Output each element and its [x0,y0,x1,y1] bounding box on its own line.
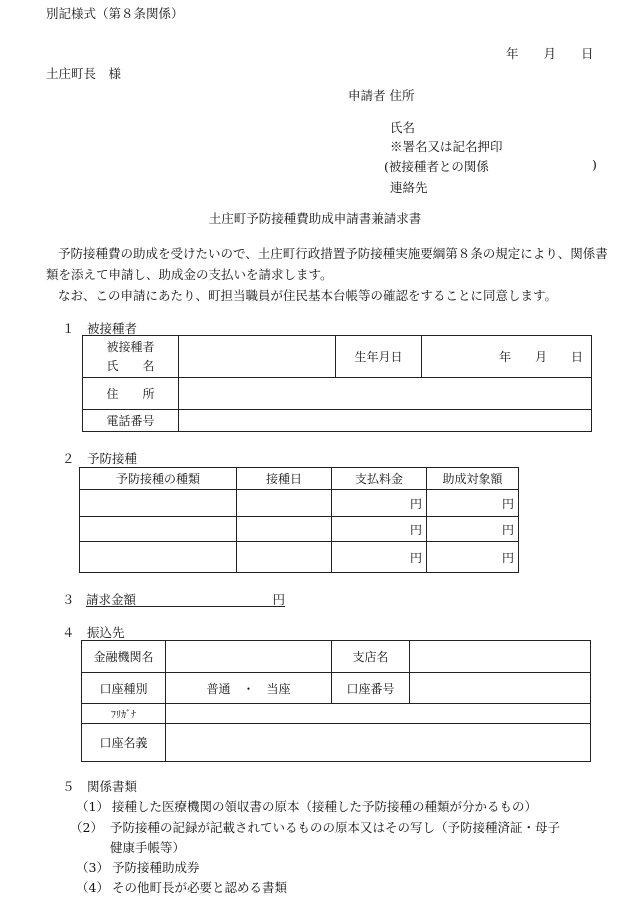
bank-name-label: 金融機関名 [82,641,166,673]
table-row [80,517,519,542]
vaccination-date-cell[interactable] [237,517,332,542]
paid-amount-cell[interactable]: 円 [332,542,427,573]
claim-amount-unit: 円 [272,592,285,607]
body-paragraph-1: 予防接種費の助成を受けたいので、土庄町行政措置予防接種実施要綱第８条の規定により、関係書類を添えて申請し、助成金の支払いを請求します。 [46,246,608,282]
account-type-label: 口座種別 [82,673,166,704]
paid-amount-cell[interactable]: 円 [332,517,427,542]
claim-amount-label: 請求金額 [86,592,137,607]
document-item-text: 予防接種助成券 [112,860,200,875]
recipient-name-input[interactable] [183,350,331,364]
birth-date-label: 生年月日 [336,336,422,378]
account-number-input[interactable] [414,681,586,695]
branch-input[interactable] [414,650,586,664]
account-holder-input[interactable] [170,736,586,750]
recipient-address-input[interactable] [183,387,587,401]
vaccination-table [79,467,519,573]
vaccine-type-cell[interactable] [80,490,237,517]
subsidy-amount-cell[interactable]: 円 [427,490,519,517]
subsidy-amount-cell[interactable]: 円 [427,542,519,573]
relation-label: (被接種者との関係 [384,159,489,174]
applicant-address-label: 申請者 住所 [348,88,415,103]
furigana-label: ﾌﾘｶﾞﾅ [82,704,166,724]
paid-amount-cell[interactable]: 円 [332,490,427,517]
document-item-num: （2） [70,820,103,835]
table-row [80,490,519,517]
section3-number: ３ [62,592,75,607]
furigana-field[interactable] [166,704,591,724]
vaccine-type-cell[interactable] [80,517,237,542]
signature-note: ※署名又は記名押印 [390,139,503,154]
column-header: 予防接種の種類 [80,468,237,490]
body-paragraph-2: なお、この申請にあたり、町担当職員が住民基本台帳等の確認をすることに同意します。 [58,288,558,303]
recipient-name-field[interactable] [179,336,336,378]
account-holder-field[interactable] [166,724,591,762]
recipient-table [82,335,592,432]
table-row [80,542,519,573]
furigana-input[interactable] [170,707,586,721]
vaccine-type-cell[interactable] [80,542,237,573]
section2-heading: ２ 予防接種 [62,451,138,466]
vaccination-date-cell[interactable] [237,490,332,517]
applicant-name-label: 氏名 [390,120,416,135]
bank-name-field[interactable] [166,641,332,673]
document-item-text: その他町長が必要と認める書類 [112,880,288,895]
vaccination-date-cell[interactable] [237,542,332,573]
claim-amount-field[interactable] [86,590,285,607]
document-item-num: （4） [76,880,109,895]
birth-date-field[interactable]: 年 月 日 [422,336,592,378]
recipient-phone-label: 電話番号 [83,410,179,432]
recipient-address-label: 住 所 [83,378,179,410]
relation-close: ) [592,157,597,172]
bank-table [81,640,591,762]
document-item-text-cont: 健康手帳等） [110,840,186,855]
account-type-options[interactable]: 普通 ・ 当座 [166,673,332,704]
date-label: 年 月 日 [506,46,594,61]
subsidy-amount-cell[interactable]: 円 [427,517,519,542]
section4-heading: ４ 振込先 [62,625,125,640]
document-item-num: （1） [76,799,109,814]
contact-label: 連絡先 [390,180,428,195]
document-item-text: 予防接種の記録が記載されているものの原本又はその写し（予防接種済証・母子 [110,820,561,835]
bank-name-input[interactable] [170,650,327,664]
recipient-name-label: 被接種者 氏 名 [83,336,179,378]
addressee: 土庄町長 様 [46,66,122,81]
branch-field[interactable] [410,641,591,673]
document-item-text: 接種した医療機関の領収書の原本（接種した予防接種の種類が分かるもの） [112,799,538,814]
account-number-label: 口座番号 [332,673,410,704]
account-holder-label: 口座名義 [82,724,166,762]
recipient-phone-input[interactable] [183,414,587,428]
column-header: 助成対象額 [427,468,519,490]
recipient-address-field[interactable] [179,378,592,410]
branch-label: 支店名 [332,641,410,673]
account-number-field[interactable] [410,673,591,704]
form-label: 別記様式（第８条関係） [46,6,184,21]
document-title: 土庄町予防接種費助成申請書兼請求書 [208,211,422,226]
recipient-phone-field[interactable] [179,410,592,432]
section5-heading: ５ 関係書類 [62,779,138,794]
column-header: 支払料金 [332,468,427,490]
document-item-num: （3） [76,860,109,875]
section1-heading: １ 被接種者 [62,321,138,336]
column-header: 接種日 [237,468,332,490]
